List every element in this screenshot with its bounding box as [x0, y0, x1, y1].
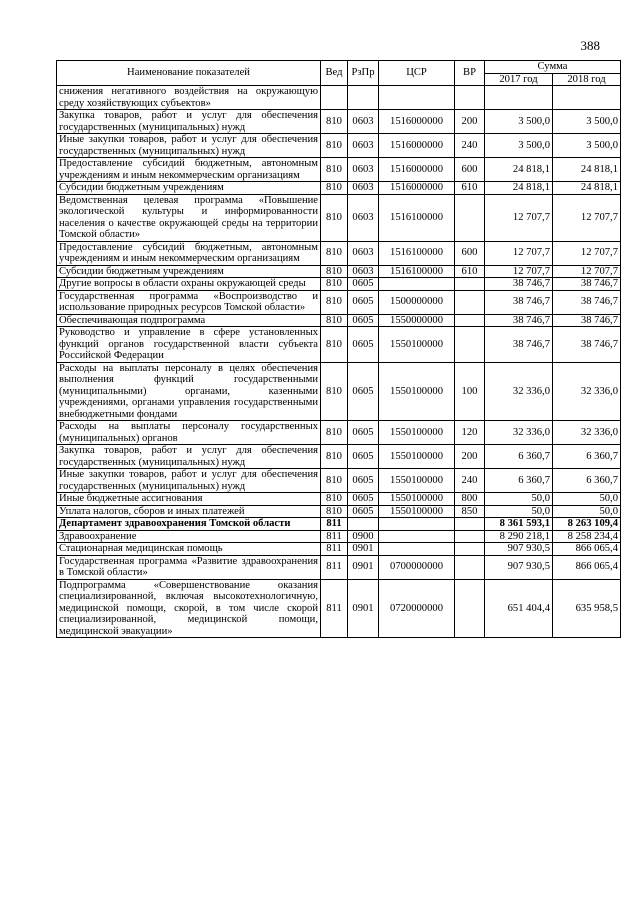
cell-rzpr: 0900 — [348, 530, 379, 543]
table-row — [57, 241, 621, 265]
cell-s2017: 32 336,0 — [485, 362, 553, 421]
cell-s2017: 50,0 — [485, 493, 553, 506]
cell-csr: 1550100000 — [379, 421, 455, 445]
cell-s2018: 6 360,7 — [553, 445, 621, 469]
cell-s2017: 50,0 — [485, 505, 553, 518]
budget-table — [56, 60, 621, 638]
cell-name: Другие вопросы в области охраны окружающей среды — [57, 278, 321, 291]
cell-csr: 1550100000 — [379, 505, 455, 518]
cell-s2018: 50,0 — [553, 493, 621, 506]
cell-s2017: 8 290 218,1 — [485, 530, 553, 543]
cell-ved: 810 — [321, 469, 348, 493]
cell-ved: 810 — [321, 493, 348, 506]
header-2018: 2018 год — [553, 73, 621, 86]
cell-name: Закупка товаров, работ и услуг для обеспечения государственных (муниципальных) нужд — [57, 445, 321, 469]
cell-rzpr: 0603 — [348, 194, 379, 241]
cell-s2018: 24 818,1 — [553, 158, 621, 182]
table-row — [57, 579, 621, 638]
cell-s2018: 50,0 — [553, 505, 621, 518]
cell-s2018: 38 746,7 — [553, 314, 621, 327]
table-row — [57, 469, 621, 493]
cell-vr — [455, 327, 485, 363]
table-row — [57, 555, 621, 579]
cell-rzpr: 0605 — [348, 493, 379, 506]
cell-s2018: 12 707,7 — [553, 194, 621, 241]
table-row — [57, 134, 621, 158]
cell-s2018: 32 336,0 — [553, 421, 621, 445]
cell-rzpr — [348, 86, 379, 110]
cell-s2017: 12 707,7 — [485, 265, 553, 278]
cell-ved: 810 — [321, 290, 348, 314]
cell-s2018 — [553, 86, 621, 110]
cell-csr — [379, 86, 455, 110]
cell-name: Расходы на выплаты персоналу государственных (муниципальных) органов — [57, 421, 321, 445]
header-vr: ВР — [455, 61, 485, 86]
cell-vr: 600 — [455, 158, 485, 182]
cell-vr: 610 — [455, 182, 485, 195]
cell-s2017: 12 707,7 — [485, 194, 553, 241]
cell-s2018: 8 263 109,4 — [553, 518, 621, 531]
cell-rzpr: 0605 — [348, 314, 379, 327]
cell-vr: 240 — [455, 469, 485, 493]
cell-rzpr: 0605 — [348, 327, 379, 363]
cell-csr: 1516100000 — [379, 265, 455, 278]
cell-s2017: 651 404,4 — [485, 579, 553, 638]
table-header-row — [57, 61, 621, 74]
cell-csr: 1500000000 — [379, 290, 455, 314]
cell-vr: 200 — [455, 110, 485, 134]
cell-s2017 — [485, 86, 553, 110]
cell-s2017: 3 500,0 — [485, 110, 553, 134]
cell-csr — [379, 530, 455, 543]
cell-ved: 810 — [321, 134, 348, 158]
cell-name: Здравоохранение — [57, 530, 321, 543]
cell-name: Обеспечивающая подпрограмма — [57, 314, 321, 327]
cell-ved: 810 — [321, 265, 348, 278]
cell-vr: 800 — [455, 493, 485, 506]
cell-rzpr: 0605 — [348, 362, 379, 421]
cell-name: Департамент здравоохранения Томской области — [57, 518, 321, 531]
cell-rzpr: 0603 — [348, 158, 379, 182]
cell-rzpr: 0603 — [348, 241, 379, 265]
cell-rzpr: 0901 — [348, 555, 379, 579]
table-row — [57, 518, 621, 531]
cell-s2018: 12 707,7 — [553, 241, 621, 265]
cell-ved: 810 — [321, 314, 348, 327]
cell-csr: 1516100000 — [379, 241, 455, 265]
cell-s2018: 3 500,0 — [553, 134, 621, 158]
cell-rzpr — [348, 518, 379, 531]
header-name: Наименование показателей — [57, 61, 321, 86]
cell-s2018: 635 958,5 — [553, 579, 621, 638]
cell-s2017: 38 746,7 — [485, 327, 553, 363]
cell-rzpr: 0901 — [348, 543, 379, 556]
cell-s2017: 907 930,5 — [485, 555, 553, 579]
cell-s2018: 12 707,7 — [553, 265, 621, 278]
table-row — [57, 505, 621, 518]
cell-vr — [455, 579, 485, 638]
cell-name: Иные закупки товаров, работ и услуг для обеспечения государственных (муниципальных) нужд — [57, 134, 321, 158]
cell-s2018: 38 746,7 — [553, 278, 621, 291]
cell-rzpr: 0605 — [348, 445, 379, 469]
cell-name: Государственная программа «Развитие здравоохранения в Томской области» — [57, 555, 321, 579]
cell-name: Подпрограмма «Совершенствование оказания специализированной, включая высокотехнологичную, медицинской помощи, скорой, в том числе скорой специализированной, медицинской помощи, медицинской эвакуации» — [57, 579, 321, 638]
cell-vr: 600 — [455, 241, 485, 265]
table-row — [57, 421, 621, 445]
cell-rzpr: 0605 — [348, 469, 379, 493]
cell-name: снижения негативного воздействия на окружающую среду хозяйствующих субъектов» — [57, 86, 321, 110]
cell-s2017: 38 746,7 — [485, 314, 553, 327]
page-number: 388 — [580, 38, 600, 53]
cell-vr — [455, 314, 485, 327]
cell-name: Уплата налогов, сборов и иных платежей — [57, 505, 321, 518]
cell-name: Иные закупки товаров, работ и услуг для обеспечения государственных (муниципальных) нужд — [57, 469, 321, 493]
cell-csr: 1550100000 — [379, 493, 455, 506]
cell-s2018: 38 746,7 — [553, 290, 621, 314]
cell-vr — [455, 290, 485, 314]
cell-ved: 810 — [321, 158, 348, 182]
cell-s2018: 24 818,1 — [553, 182, 621, 195]
cell-csr: 1550100000 — [379, 469, 455, 493]
table-body — [57, 86, 621, 638]
cell-s2017: 38 746,7 — [485, 278, 553, 291]
cell-vr: 200 — [455, 445, 485, 469]
cell-ved: 810 — [321, 327, 348, 363]
cell-rzpr: 0605 — [348, 278, 379, 291]
cell-s2017: 8 361 593,1 — [485, 518, 553, 531]
table-row — [57, 543, 621, 556]
cell-s2018: 3 500,0 — [553, 110, 621, 134]
table-row — [57, 445, 621, 469]
cell-csr: 1550000000 — [379, 314, 455, 327]
cell-ved: 811 — [321, 579, 348, 638]
header-ved: Вед — [321, 61, 348, 86]
table-row — [57, 182, 621, 195]
cell-rzpr: 0603 — [348, 134, 379, 158]
table-row — [57, 158, 621, 182]
cell-s2018: 6 360,7 — [553, 469, 621, 493]
cell-s2018: 866 065,4 — [553, 555, 621, 579]
cell-name: Государственная программа «Воспроизводство и использование природных ресурсов Томской области» — [57, 290, 321, 314]
cell-ved: 810 — [321, 182, 348, 195]
cell-ved: 811 — [321, 530, 348, 543]
cell-s2018: 32 336,0 — [553, 362, 621, 421]
table-row — [57, 194, 621, 241]
cell-name: Руководство и управление в сфере установленных функций органов государственной власти субъекта Российской Федерации — [57, 327, 321, 363]
cell-csr: 1550100000 — [379, 327, 455, 363]
cell-name: Субсидии бюджетным учреждениям — [57, 265, 321, 278]
table-row — [57, 110, 621, 134]
cell-s2017: 24 818,1 — [485, 158, 553, 182]
cell-s2017: 38 746,7 — [485, 290, 553, 314]
cell-csr: 1550100000 — [379, 445, 455, 469]
cell-vr — [455, 518, 485, 531]
table-row — [57, 290, 621, 314]
header-rzpr: РзПр — [348, 61, 379, 86]
cell-ved — [321, 86, 348, 110]
cell-ved: 810 — [321, 445, 348, 469]
cell-s2018: 8 258 234,4 — [553, 530, 621, 543]
cell-ved: 811 — [321, 518, 348, 531]
cell-rzpr: 0605 — [348, 421, 379, 445]
cell-name: Субсидии бюджетным учреждениям — [57, 182, 321, 195]
cell-vr — [455, 530, 485, 543]
cell-ved: 811 — [321, 543, 348, 556]
cell-s2017: 907 930,5 — [485, 543, 553, 556]
cell-name: Расходы на выплаты персоналу в целях обеспечения выполнения функций государственными (муниципальными) органами, казенными учреждениями, органами управления государственными внебюджетными фондами — [57, 362, 321, 421]
cell-vr — [455, 194, 485, 241]
cell-csr — [379, 278, 455, 291]
cell-csr: 1516000000 — [379, 182, 455, 195]
header-2017: 2017 год — [485, 73, 553, 86]
cell-rzpr: 0901 — [348, 579, 379, 638]
table-row — [57, 327, 621, 363]
cell-name: Ведомственная целевая программа «Повышение экологической культуры и информированности населения о качестве окружающей среды на территории Томской области» — [57, 194, 321, 241]
cell-s2017: 3 500,0 — [485, 134, 553, 158]
cell-vr: 120 — [455, 421, 485, 445]
cell-rzpr: 0603 — [348, 110, 379, 134]
cell-csr — [379, 543, 455, 556]
table-row — [57, 493, 621, 506]
cell-ved: 810 — [321, 362, 348, 421]
cell-csr: 0720000000 — [379, 579, 455, 638]
cell-name: Иные бюджетные ассигнования — [57, 493, 321, 506]
cell-ved: 810 — [321, 110, 348, 134]
cell-s2017: 6 360,7 — [485, 445, 553, 469]
cell-s2018: 866 065,4 — [553, 543, 621, 556]
cell-vr — [455, 555, 485, 579]
table-row — [57, 86, 621, 110]
cell-vr: 240 — [455, 134, 485, 158]
cell-vr — [455, 86, 485, 110]
cell-csr: 1516100000 — [379, 194, 455, 241]
table-row — [57, 362, 621, 421]
cell-s2017: 12 707,7 — [485, 241, 553, 265]
cell-ved: 810 — [321, 505, 348, 518]
table-row — [57, 314, 621, 327]
cell-name: Предоставление субсидий бюджетным, автономным учреждениям и иным некоммерческим организациям — [57, 158, 321, 182]
cell-ved: 810 — [321, 241, 348, 265]
cell-csr — [379, 518, 455, 531]
cell-rzpr: 0605 — [348, 505, 379, 518]
cell-name: Предоставление субсидий бюджетным, автономным учреждениям и иным некоммерческим организациям — [57, 241, 321, 265]
cell-vr — [455, 543, 485, 556]
cell-csr: 1550100000 — [379, 362, 455, 421]
cell-csr: 1516000000 — [379, 158, 455, 182]
cell-s2017: 32 336,0 — [485, 421, 553, 445]
cell-csr: 1516000000 — [379, 110, 455, 134]
cell-rzpr: 0603 — [348, 265, 379, 278]
table-row — [57, 278, 621, 291]
cell-s2017: 6 360,7 — [485, 469, 553, 493]
cell-csr: 1516000000 — [379, 134, 455, 158]
cell-vr: 850 — [455, 505, 485, 518]
cell-name: Стационарная медицинская помощь — [57, 543, 321, 556]
cell-rzpr: 0605 — [348, 290, 379, 314]
cell-ved: 810 — [321, 278, 348, 291]
cell-vr: 610 — [455, 265, 485, 278]
cell-vr: 100 — [455, 362, 485, 421]
cell-rzpr: 0603 — [348, 182, 379, 195]
header-csr: ЦСР — [379, 61, 455, 86]
cell-s2017: 24 818,1 — [485, 182, 553, 195]
table-row — [57, 530, 621, 543]
cell-csr: 0700000000 — [379, 555, 455, 579]
cell-ved: 811 — [321, 555, 348, 579]
cell-ved: 810 — [321, 421, 348, 445]
header-sum: Сумма — [485, 61, 621, 74]
cell-name: Закупка товаров, работ и услуг для обеспечения государственных (муниципальных) нужд — [57, 110, 321, 134]
cell-ved: 810 — [321, 194, 348, 241]
table-row — [57, 265, 621, 278]
cell-vr — [455, 278, 485, 291]
cell-s2018: 38 746,7 — [553, 327, 621, 363]
